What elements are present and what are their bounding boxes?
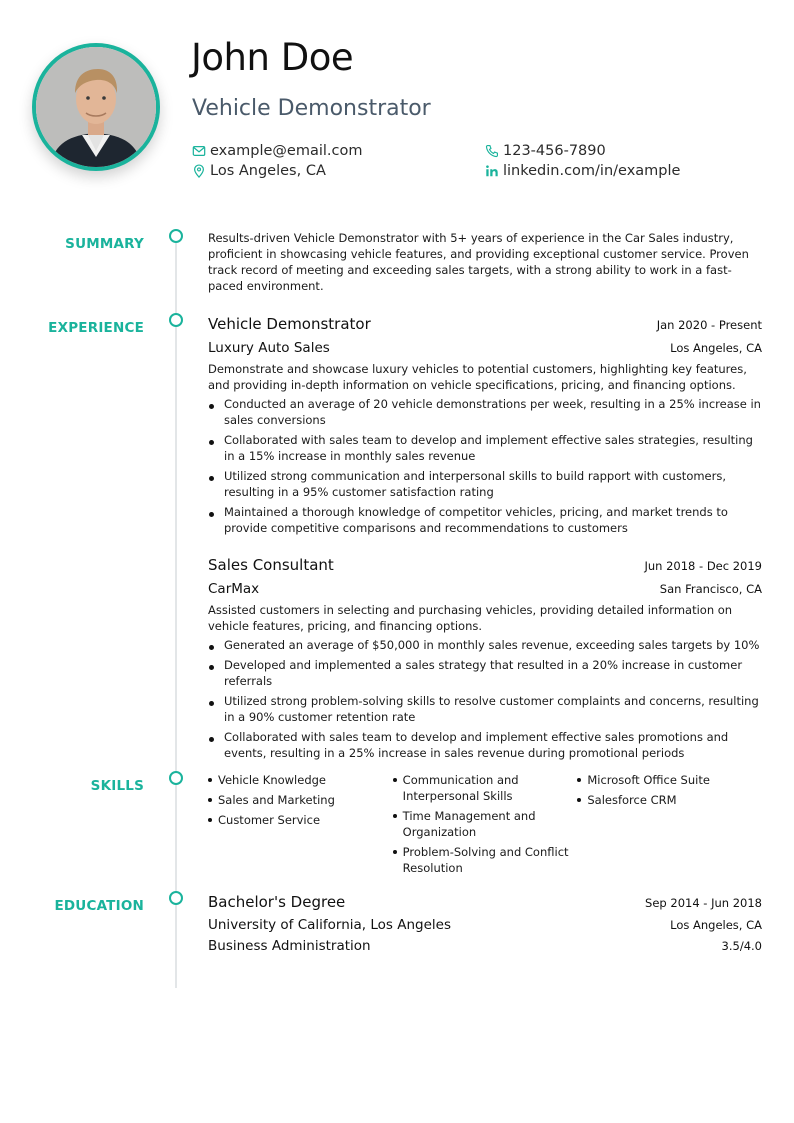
skills-grid (208, 772, 762, 880)
company-name: Luxury Auto Sales (208, 340, 330, 356)
contact-location (192, 163, 326, 179)
skill-item: Vehicle Knowledge (208, 772, 393, 788)
avatar (36, 47, 156, 167)
phone-text: 123-456-7890 (503, 143, 606, 159)
list-item: Developed and implemented a sales strategy that resulted in a 20% increase in customer referrals (208, 657, 762, 689)
job-dates: Jan 2020 - Present (656, 318, 762, 332)
experience-entry (208, 556, 762, 765)
skill-item: Customer Service (208, 812, 393, 828)
company-row (208, 581, 762, 597)
skill-item: Salesforce CRM (577, 792, 762, 808)
skill-item: Communication and Interpersonal Skills (393, 772, 578, 804)
contact-phone[interactable] (485, 143, 606, 159)
linkedin-text: linkedin.com/in/example (503, 163, 681, 179)
email-text: example@email.com (210, 143, 363, 159)
company-name: CarMax (208, 581, 260, 597)
skills-column (393, 772, 578, 880)
company-location: Los Angeles, CA (670, 341, 762, 355)
job-role: Sales Consultant (208, 556, 334, 574)
list-item: Conducted an average of 20 vehicle demonstrations per week, resulting in a 25% increase in sales conversions (208, 396, 762, 428)
field-row (208, 938, 762, 954)
contact-email[interactable] (192, 143, 362, 159)
map-pin-icon (192, 164, 206, 178)
list-item: Utilized strong problem-solving skills to resolve customer complaints and concerns, resulting in a 90% customer retention rate (208, 693, 762, 725)
timeline-dot (169, 771, 183, 785)
job-header (208, 556, 762, 574)
degree-name: Bachelor's Degree (208, 893, 346, 911)
gpa: 3.5/4.0 (721, 939, 762, 953)
section-label-education: EDUCATION (54, 898, 144, 914)
job-header (208, 315, 762, 333)
achievement-list (208, 396, 762, 536)
education-dates: Sep 2014 - Jun 2018 (645, 896, 762, 910)
education-entry (208, 893, 762, 954)
phone-icon (485, 144, 499, 158)
job-dates: Jun 2018 - Dec 2019 (644, 559, 762, 573)
contact-linkedin[interactable] (485, 163, 680, 179)
mail-icon (192, 144, 206, 158)
list-item: Collaborated with sales team to develop and implement effective sales promotions and events, resulting in a 25% increase in sales revenue during promotional periods (208, 729, 762, 761)
candidate-name: John Doe (191, 36, 354, 79)
school-name: University of California, Los Angeles (208, 917, 452, 933)
list-item: Generated an average of $50,000 in monthly sales revenue, exceeding sales targets by 10% (208, 637, 762, 653)
field-of-study: Business Administration (208, 938, 371, 954)
skill-item: Time Management and Organization (393, 808, 578, 840)
job-role: Vehicle Demonstrator (208, 315, 371, 333)
section-label-experience: EXPERIENCE (48, 320, 144, 336)
achievement-list (208, 637, 762, 761)
linkedin-icon (485, 164, 499, 178)
timeline-dot (169, 229, 183, 243)
job-title: Vehicle Demonstrator (192, 96, 431, 121)
location-text: Los Angeles, CA (210, 163, 326, 179)
school-row (208, 917, 762, 933)
timeline-line (175, 243, 177, 988)
list-item: Maintained a thorough knowledge of competitor vehicles, pricing, and market trends to provide competitive comparisons and recommendations to customers (208, 504, 762, 536)
summary-text: Results-driven Vehicle Demonstrator with 5+ years of experience in the Car Sales industry, proficient in showcasing vehicle features, and providing exceptional customer service. Proven track record of meeting and exceeding sales targets, with a strong ability to work in a fast-paced environment. (208, 231, 749, 293)
section-label-skills: SKILLS (90, 778, 144, 794)
company-row (208, 340, 762, 356)
skill-item: Microsoft Office Suite (577, 772, 762, 788)
section-label-summary: SUMMARY (65, 236, 144, 252)
timeline-dot (169, 313, 183, 327)
skill-item: Problem-Solving and Conflict Resolution (393, 844, 578, 876)
skills-column (208, 772, 393, 880)
profile-photo (32, 43, 160, 171)
skill-item: Sales and Marketing (208, 792, 393, 808)
job-description: Demonstrate and showcase luxury vehicles to potential customers, highlighting key features, and providing in-depth information on vehicle specifications, pricing, and financing options. (208, 362, 747, 392)
degree-row (208, 893, 762, 911)
skills-column (577, 772, 762, 880)
school-location: Los Angeles, CA (670, 918, 762, 932)
company-location: San Francisco, CA (659, 582, 762, 596)
job-description: Assisted customers in selecting and purchasing vehicles, providing detailed information on vehicle features, pricing, and financing options. (208, 603, 733, 633)
list-item: Collaborated with sales team to develop and implement effective sales strategies, resulting in a 15% increase in monthly sales revenue (208, 432, 762, 464)
experience-entry (208, 315, 762, 540)
timeline-dot (169, 891, 183, 905)
list-item: Utilized strong communication and interpersonal skills to build rapport with customers, resulting in a 95% customer satisfaction rating (208, 468, 762, 500)
